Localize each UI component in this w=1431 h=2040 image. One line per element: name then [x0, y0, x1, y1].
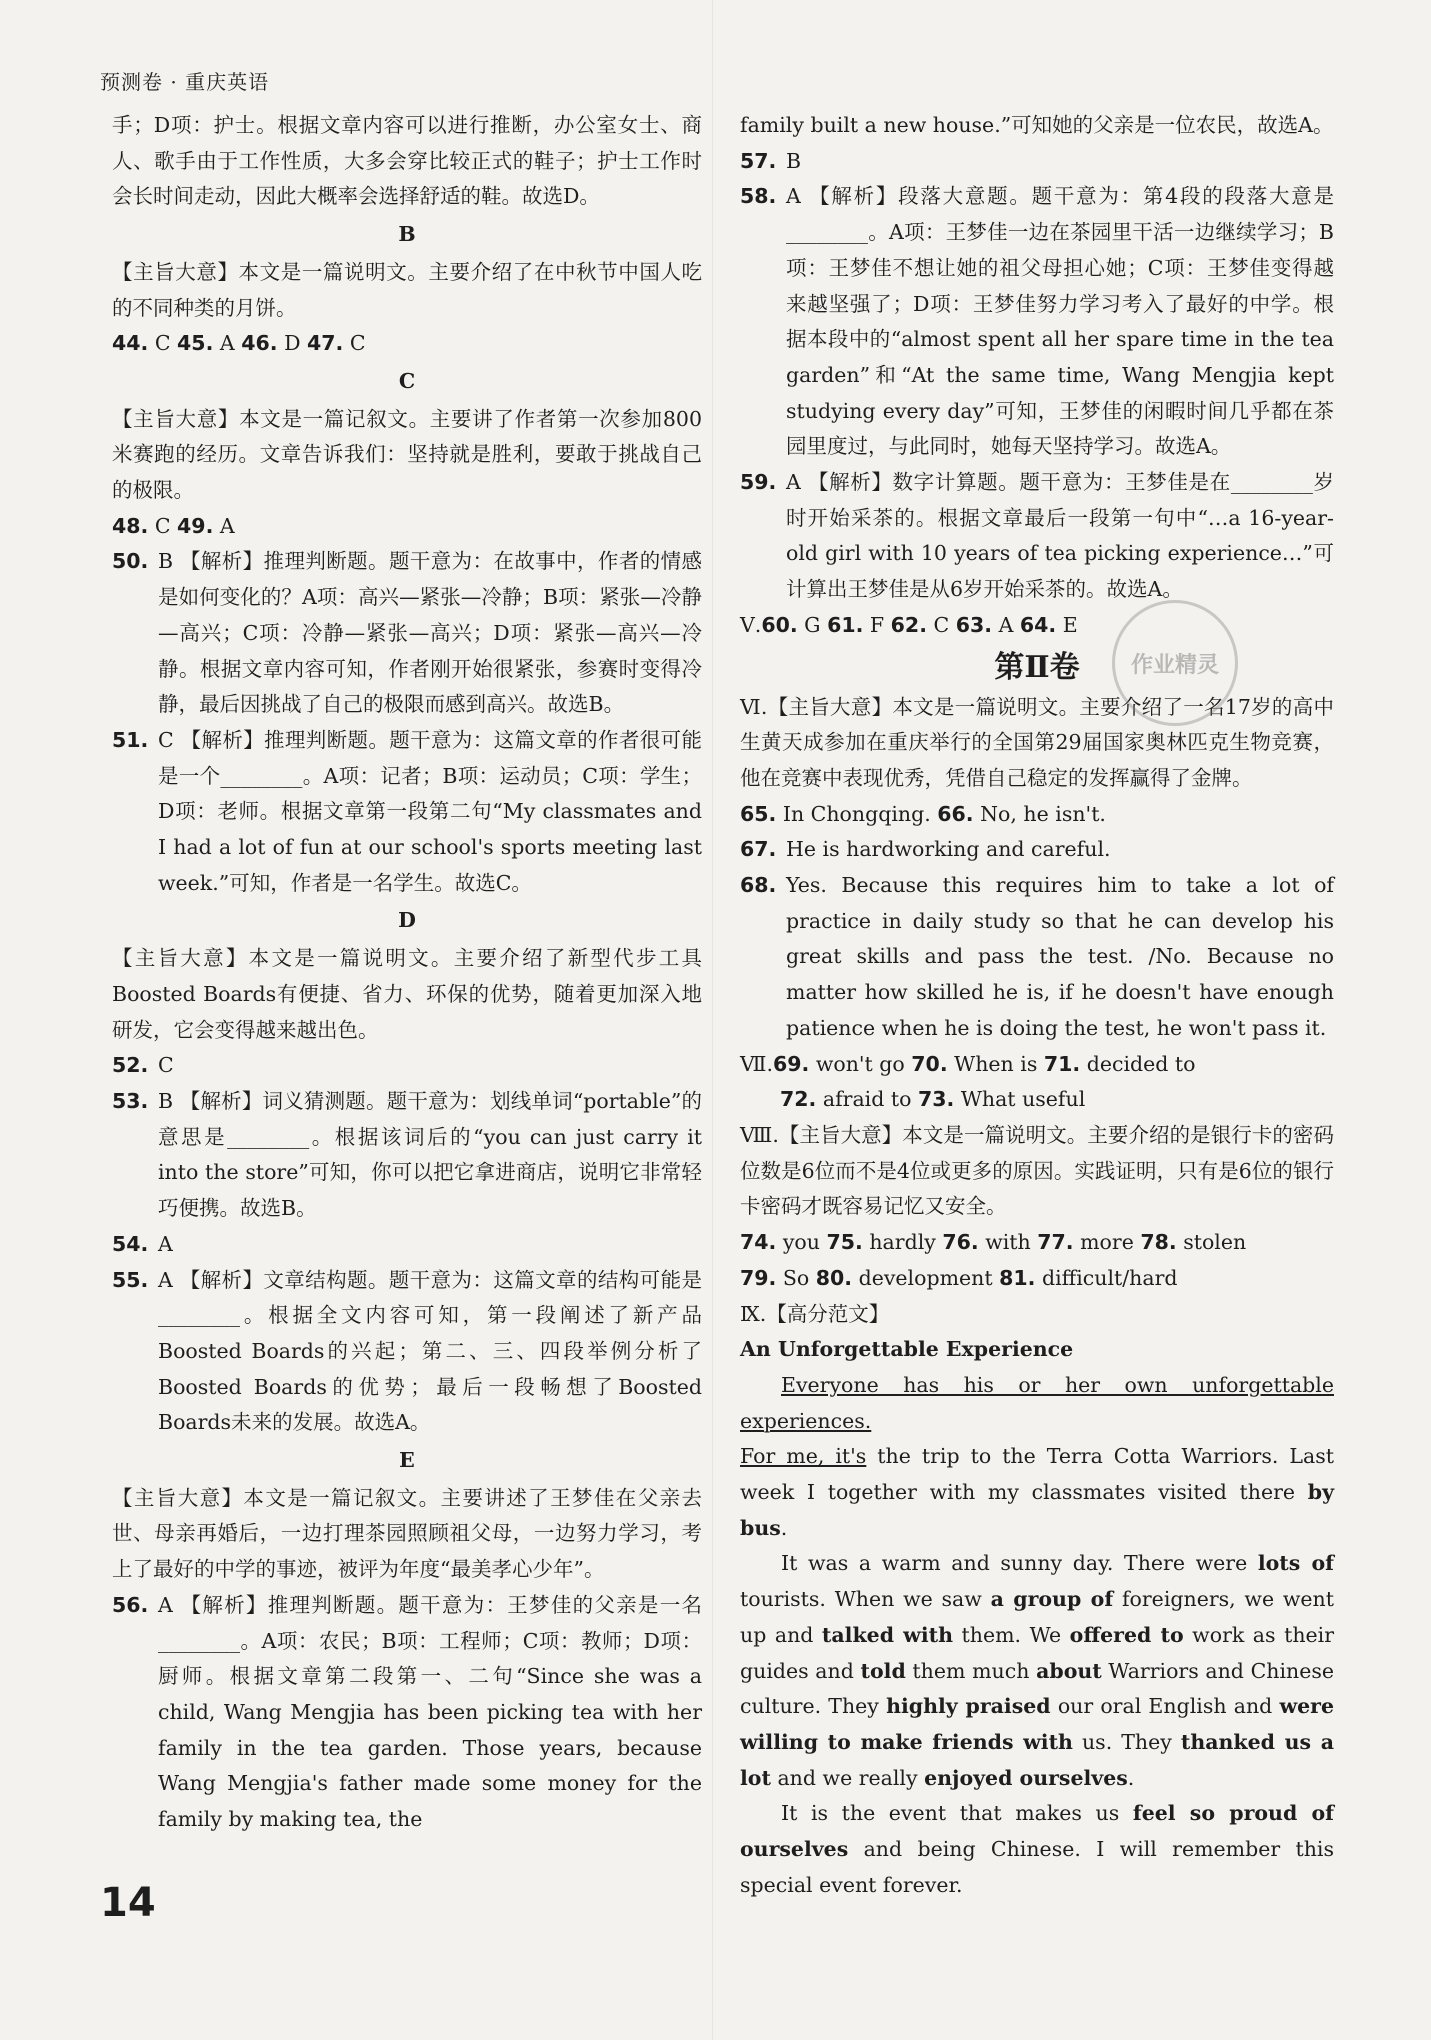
answer-number: 61. — [827, 612, 864, 637]
page-header: 预测卷 · 重庆英语 — [100, 70, 270, 94]
answer-text: E — [1056, 612, 1078, 637]
answer-row — [740, 1261, 1334, 1297]
answer-text: In Chongqing. — [776, 801, 938, 826]
answer-text: B 【解析】推理判断题。题干意为：在故事中，作者的情感是如何变化的？A项：高兴—紧张—冷静；B项：紧张—冷静—高兴；C项：冷静—紧张—高兴；D项：紧张—高兴—冷静。根据文章内容可知，作者刚开始很紧张，参赛时变得冷静，最后因挑战了自己的极限而感到高兴。故选B。 — [158, 549, 702, 717]
essay-paragraph-1-cont — [740, 1439, 1334, 1546]
answer-number: 67. — [740, 837, 777, 862]
section-letter: D — [398, 908, 416, 933]
answer-number: 63. — [955, 612, 993, 637]
answer-text: A — [158, 1231, 173, 1256]
essay-text: It was a warm and sunny day. There were — [781, 1551, 1258, 1576]
answer-number: 62. — [890, 612, 927, 637]
essay-paragraph-2 — [740, 1546, 1334, 1796]
answer-text: What useful — [954, 1087, 1086, 1112]
answer-text: A 【解析】段落大意题。题干意为：第4段的段落大意是________。A项：王梦佳一边在茶园里干活一边继续学习；B项：王梦佳不想让她的祖父母担心她；C项：王梦佳变得越来越坚强了；D项：王梦佳努力学习考入了最好的中学。根据本段中的“almost spent all her spare time in the tea garden”和“At the same time, Wang Mengjia kept studying every day”可知，王梦佳的闲暇时间几乎都在茶园里度过，与此同时，她每天坚持学习。故选A。 — [786, 184, 1334, 459]
answer-text: C — [927, 612, 956, 637]
answer-number: 59. — [740, 470, 777, 495]
answer-number: 70. — [911, 1051, 948, 1076]
answer-text: A — [213, 331, 242, 356]
answer-number: 46. — [241, 331, 278, 356]
watermark-stamp — [1112, 600, 1238, 726]
answer-text: B — [786, 148, 802, 173]
essay-text: us. They — [1072, 1729, 1181, 1754]
answer-item — [740, 868, 1334, 1047]
answer-number: 51. — [112, 727, 149, 752]
essay-bold-phrase: told — [860, 1658, 906, 1683]
answer-number: 76. — [942, 1230, 979, 1255]
essay-text: them much — [905, 1658, 1037, 1683]
essay-text: . — [780, 1515, 788, 1540]
explanation-paragraph: family built a new house.”可知她的父亲是一位农民，故选A。 — [740, 113, 1334, 137]
answer-text: F — [863, 612, 891, 637]
essay-bold-phrase: enjoyed ourselves — [924, 1765, 1128, 1790]
answer-text: So — [776, 1265, 816, 1290]
essay-bold-phrase: by bus — [740, 1480, 1334, 1540]
stamp-text: 作业精灵 — [1130, 652, 1219, 678]
answer-number: 78. — [1140, 1230, 1177, 1255]
answer-number: 73. — [917, 1087, 955, 1112]
answer-item — [112, 1084, 702, 1227]
section-letter: C — [398, 368, 416, 393]
answer-row — [112, 509, 702, 545]
right-column — [740, 108, 1334, 1903]
answer-text: C 【解析】推理判断题。题干意为：这篇文章的作者很可能是一个________。A项：记者；B项：运动员；C项：学生；D项：老师。根据文章第一段第二句“My classmates and I had a lot of fun at our school's sports meeting last week.”可知，作者是一名学生。故选C。 — [158, 727, 702, 895]
answer-item — [740, 179, 1334, 465]
answer-text: afraid to — [816, 1087, 918, 1112]
part-label: Ⅴ. — [740, 612, 762, 637]
essay-text: Warriors and Chinese culture. They — [740, 1658, 1335, 1719]
essay-bold-phrase: lots of — [1257, 1551, 1334, 1576]
answer-number: 65. — [740, 801, 777, 826]
answer-number: 48. — [112, 513, 149, 538]
answer-text: A — [213, 513, 235, 538]
answer-item — [740, 465, 1334, 608]
essay-text: them. We — [953, 1622, 1070, 1647]
answer-text: A — [992, 612, 1020, 637]
answer-item — [740, 832, 1334, 868]
answer-text: B 【解析】词义猜测题。题干意为：划线单词“portable”的意思是________。根据该词后的“you can just carry it into the store”可知，你可以把它拿进商店，说明它非常轻巧便携。故选B。 — [158, 1088, 702, 1221]
explanation-paragraph: 【主旨大意】本文是一篇记叙文。主要讲述了王梦佳在父亲去世、母亲再婚后，一边打理茶园照顾祖父母，一边努力学习，考上了最好的中学的事迹，被评为年度“最美孝心少年”。 — [112, 1485, 702, 1582]
answer-text: more — [1073, 1230, 1141, 1255]
answer-text: A 【解析】数字计算题。题干意为：王梦佳是在________岁时开始采茶的。根据文章最后一段第一句中“…a 16-year-old girl with 10 years of tea picking experience…”可计算出王梦佳是从6岁开始采茶的。故选A。 — [786, 470, 1334, 602]
explanation-paragraph: Ⅵ.【主旨大意】本文是一篇说明文。主要介绍了一名17岁的高中生黄天成参加在重庆举行的全国第29届国家奥林匹克生物竞赛，他在竞赛中表现优秀，凭借自己稳定的发挥赢得了金牌。 — [740, 694, 1334, 790]
explanation-paragraph: 手；D项：护士。根据文章内容可以进行推断，办公室女士、商人、歌手由于工作性质，大多会穿比较正式的鞋子；护士工作时会长时间走动，因此大概率会选择舒适的鞋。故选D。 — [112, 113, 702, 209]
answer-text: with — [978, 1230, 1038, 1255]
section-letter: E — [399, 1448, 415, 1473]
answer-text: difficult/hard — [1035, 1265, 1178, 1290]
answer-row — [740, 1082, 1334, 1118]
answer-text: No, he isn't. — [973, 801, 1106, 826]
answer-number: 54. — [112, 1231, 149, 1256]
answer-text: C — [158, 1053, 174, 1078]
explanation-paragraph: 【主旨大意】本文是一篇说明文。主要介绍了新型代步工具Boosted Boards有便捷、省力、环保的优势，随着更加深入地研发，它会变得越来越出色。 — [112, 946, 702, 1042]
essay-bold-phrase: highly praised — [886, 1694, 1051, 1719]
answer-text: G — [797, 612, 828, 637]
answer-number: 64. — [1019, 612, 1057, 637]
explanation-paragraph: 【主旨大意】本文是一篇记叙文。主要讲了作者第一次参加800米赛跑的经历。文章告诉我们：坚持就是胜利，要敢于挑战自己的极限。 — [112, 406, 702, 503]
answer-text: A 【解析】文章结构题。题干意为：这篇文章的结构可能是________。根据全文内容可知，第一段阐述了新产品Boosted Boards的兴起；第二、三、四段举例分析了Boosted Boards的优势；最后一段畅想了Boosted Boards未来的发展。故选A。 — [158, 1267, 702, 1435]
answer-item — [112, 723, 702, 902]
essay-text: foreigners, we went up and — [740, 1587, 1334, 1647]
essay-paragraph-3 — [740, 1796, 1334, 1903]
answer-text: you — [776, 1230, 827, 1255]
binding-gutter — [712, 0, 713, 2040]
answer-text: D — [277, 331, 308, 356]
answer-text: development — [852, 1265, 1000, 1290]
essay-bold-phrase: thanked us a lot — [740, 1729, 1334, 1790]
left-column — [112, 108, 702, 1838]
answer-item — [112, 1227, 702, 1263]
essay-text: and we really — [770, 1765, 925, 1790]
essay-text: our oral English and — [1050, 1694, 1280, 1719]
answer-text: C — [148, 331, 178, 356]
answer-row — [740, 797, 1334, 833]
essay-text: the trip to the Terra Cotta Warriors. Last week I together with my classmates visited there — [740, 1444, 1334, 1505]
answer-item — [740, 144, 1334, 180]
answer-text: When is — [947, 1051, 1044, 1076]
essay-bold-phrase: about — [1036, 1658, 1102, 1683]
answer-row — [112, 326, 702, 362]
answer-row — [740, 1047, 1334, 1083]
answer-text: hardly — [862, 1230, 943, 1255]
essay-text: It is the event that makes us — [781, 1801, 1133, 1826]
essay-underlined-phrase: For me, it's — [740, 1444, 867, 1469]
answer-item — [112, 544, 702, 723]
essay-underlined-sentence: Everyone has his or her own unforgettable experiences. — [740, 1372, 1334, 1433]
answer-number: 47. — [307, 331, 344, 356]
essay-bold-phrase: were willing to make friends with — [740, 1694, 1334, 1754]
answer-number: 68. — [740, 873, 777, 898]
answer-text: C — [343, 331, 366, 356]
essay-text: work as their guides and — [740, 1622, 1335, 1683]
section-letter: B — [398, 222, 416, 247]
answer-number: 66. — [937, 801, 974, 826]
explanation-paragraph: Ⅸ.【高分范文】 — [740, 1301, 890, 1326]
answer-number: 55. — [112, 1267, 149, 1292]
answer-number: 50. — [112, 549, 149, 574]
answer-number: 53. — [112, 1088, 149, 1113]
answer-number: 56. — [112, 1592, 149, 1617]
essay-title: An Unforgettable Experience — [740, 1337, 1074, 1362]
answer-text: decided to — [1080, 1051, 1196, 1076]
answer-number: 74. — [740, 1230, 777, 1255]
section-title: 第Ⅱ卷 — [994, 649, 1080, 685]
answer-item — [112, 1263, 702, 1442]
model-essay — [740, 1332, 1334, 1903]
answer-number: 79. — [740, 1265, 777, 1290]
answer-number: 57. — [740, 148, 777, 173]
answer-row — [740, 1225, 1334, 1261]
answer-number: 45. — [177, 331, 214, 356]
answer-number: 60. — [761, 612, 798, 637]
answer-number: 72. — [780, 1087, 817, 1112]
essay-bold-phrase: offered to — [1069, 1622, 1184, 1647]
answer-number: 81. — [999, 1265, 1036, 1290]
answer-text: Yes. Because this requires him to take a lot of practice in daily study so that he can develop his great skills and pass the test. /No. Because no matter how skilled he is, if he doesn't have enough patience when he is doing the test, he won't pass it. — [786, 873, 1334, 1040]
answer-number: 44. — [112, 331, 149, 356]
answer-text: won't go — [809, 1051, 912, 1076]
essay-text: . — [1127, 1765, 1135, 1790]
answer-number: 52. — [112, 1053, 149, 1078]
answer-number: 69. — [772, 1051, 810, 1076]
answer-number: 77. — [1037, 1230, 1074, 1255]
essay-paragraph-1 — [740, 1368, 1334, 1439]
part-label: Ⅶ. — [740, 1051, 773, 1076]
answer-number: 71. — [1043, 1051, 1081, 1076]
answer-row — [740, 608, 1334, 644]
answer-text: C — [148, 513, 178, 538]
page-number: 14 — [100, 1880, 156, 1926]
essay-bold-phrase: a group of — [990, 1587, 1114, 1612]
explanation-paragraph: Ⅷ.【主旨大意】本文是一篇说明文。主要介绍的是银行卡的密码位数是6位而不是4位或更多的原因。实践证明，只有是6位的银行卡密码才既容易记忆又安全。 — [740, 1122, 1334, 1219]
essay-text: tourists. When we saw — [740, 1587, 991, 1612]
answer-item — [112, 1048, 702, 1084]
answer-number: 49. — [177, 513, 214, 538]
answer-text: He is hardworking and careful. — [786, 837, 1111, 862]
essay-bold-phrase: feel so proud of ourselves — [740, 1801, 1334, 1862]
answer-text: stolen — [1176, 1230, 1247, 1255]
answer-number: 75. — [826, 1230, 863, 1255]
essay-text: and being Chinese. I will remember this special event forever. — [740, 1837, 1334, 1897]
explanation-paragraph: 【主旨大意】本文是一篇说明文。主要介绍了在中秋节中国人吃的不同种类的月饼。 — [112, 259, 702, 320]
answer-text: A 【解析】推理判断题。题干意为：王梦佳的父亲是一名________。A项：农民；B项：工程师；C项：教师；D项：厨师。根据文章第二段第一、二句“Since she was a child, Wang Mengjia has been picking tea with her family in the tea garden. Those years, because Wang Mengjia's father made some money for the family by making tea, the — [158, 1592, 702, 1832]
answer-number: 58. — [740, 184, 777, 209]
essay-bold-phrase: talked with — [821, 1622, 953, 1647]
answer-number: 80. — [815, 1265, 853, 1290]
answer-item — [112, 1588, 702, 1838]
